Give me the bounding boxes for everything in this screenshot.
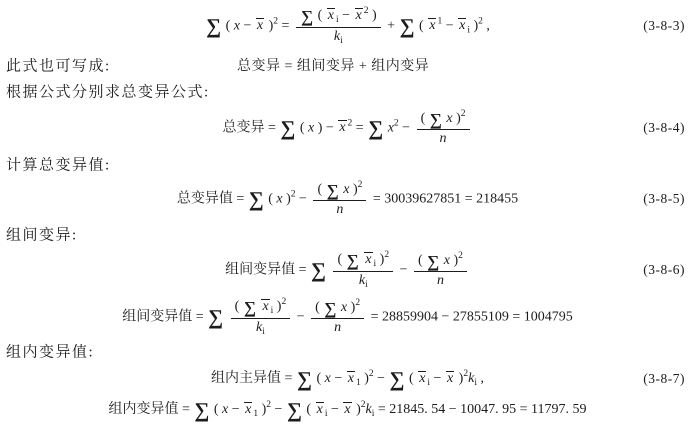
subscript: i — [474, 377, 477, 388]
math-var: x — [324, 370, 331, 386]
math-var: k — [358, 272, 366, 288]
math-var: k — [256, 319, 263, 335]
math-text — [360, 252, 364, 267]
math-text: = — [352, 120, 368, 136]
sigma-sum-icon: ∑ — [208, 305, 224, 330]
math-text: ( — [264, 191, 277, 207]
math-text: , — [476, 370, 484, 386]
math-text: ( — [315, 299, 324, 315]
math-text: ( — [296, 120, 309, 136]
math-text: = 30039627851 = 218455 — [369, 191, 519, 207]
math-text: ) — [347, 299, 356, 315]
superscript: 2 — [355, 297, 361, 308]
math-text: = 21845. 54 − 10047. 95 = 11797. 59 — [374, 402, 587, 417]
math-var: x — [339, 120, 346, 136]
math-var: x — [347, 370, 354, 386]
sigma-sum-icon: ∑ — [326, 180, 339, 200]
fraction-numerator — [414, 251, 467, 271]
math-text: ) — [455, 370, 464, 386]
sigma-sum-icon: ∑ — [286, 398, 302, 422]
superscript: 2 — [384, 249, 390, 260]
paragraph-text: 组内变异值: — [6, 344, 95, 361]
superscript: 2 — [393, 118, 399, 129]
math-var: x — [365, 251, 372, 267]
sigma-sum-icon: ∑ — [399, 14, 415, 39]
equation-number: (3-8-5) — [643, 191, 685, 206]
overbar-variable — [418, 371, 426, 387]
math-var: x — [344, 402, 351, 417]
math-var: x — [429, 18, 436, 34]
math-var: k — [365, 402, 372, 417]
fraction-numerator — [311, 298, 364, 318]
overbar-variable — [261, 299, 269, 315]
sigma-sum-icon: ∑ — [194, 398, 210, 422]
math-var: x — [262, 298, 269, 314]
math-var: n — [439, 130, 447, 146]
math-var: x — [446, 370, 454, 386]
fraction-denominator — [417, 129, 470, 147]
text-row-between-group — [0, 222, 695, 246]
subscript: 1 — [253, 409, 259, 419]
sigma-sum-icon: ∑ — [324, 298, 337, 318]
subscript: i — [340, 35, 343, 46]
equation-row-3-8-5 — [0, 176, 695, 222]
overbar-variable — [458, 18, 466, 34]
overbar-variable — [428, 18, 436, 34]
fraction-numerator — [417, 109, 470, 129]
paragraph-text: 此式也可写成: — [6, 58, 111, 75]
math-var: n — [336, 201, 344, 217]
math-var: x — [387, 120, 394, 136]
fraction — [333, 250, 393, 291]
sigma-sum-icon: ∑ — [280, 116, 296, 141]
subscript: i — [335, 14, 339, 25]
math-text: − — [442, 18, 458, 34]
overbar-variable — [355, 8, 363, 24]
superscript: 2 — [290, 189, 296, 200]
overbar-variable — [244, 402, 252, 418]
subscript: i — [365, 279, 368, 290]
text-row-intro — [0, 78, 695, 104]
math-text: − — [240, 18, 255, 34]
superscript: 1 — [437, 16, 443, 27]
subscript: i — [427, 377, 431, 388]
math-var: n — [334, 319, 342, 335]
fraction — [313, 180, 366, 218]
math-text: − — [396, 262, 411, 278]
math-var: x — [222, 402, 229, 417]
math-text: − — [293, 309, 309, 325]
math-text: ( — [420, 110, 429, 126]
math-text: − — [330, 370, 346, 386]
math-text: ( — [234, 298, 243, 314]
fraction-denominator — [313, 200, 366, 218]
math-text: ) — [469, 18, 479, 34]
superscript: 2 — [460, 108, 466, 119]
formula-within-group-value — [108, 400, 586, 421]
equation-row-3-8-6 — [0, 246, 695, 294]
math-var: n — [436, 272, 444, 288]
overbar-variable — [338, 120, 346, 136]
fraction-denominator — [333, 271, 393, 291]
fraction-denominator — [231, 318, 291, 338]
superscript: 2 — [360, 400, 366, 410]
fraction — [311, 298, 364, 336]
superscript: 2 — [281, 296, 287, 307]
math-text: − — [271, 402, 286, 417]
math-text: ( — [302, 402, 315, 417]
fraction-denominator — [296, 27, 381, 47]
math-var: x — [340, 299, 348, 315]
math-var: x — [308, 120, 315, 136]
math-text — [327, 262, 331, 277]
math-var: x — [327, 7, 334, 23]
math-text: ( — [417, 252, 427, 268]
math-text: ( — [415, 18, 428, 34]
math-text: 总变异 = — [222, 120, 280, 136]
text-row-within-group — [0, 340, 695, 362]
equation-number: (3-8-6) — [643, 262, 685, 277]
equation-number: (3-8-3) — [643, 18, 685, 33]
sigma-sum-icon: ∑ — [368, 116, 384, 141]
math-text: − — [327, 402, 343, 417]
math-text: + — [383, 18, 399, 34]
sigma-sum-icon: ∑ — [296, 366, 312, 391]
sigma-sum-icon: ∑ — [346, 250, 359, 270]
sigma-sum-icon: ∑ — [243, 297, 256, 317]
overbar-variable — [347, 371, 355, 387]
math-var: x — [276, 191, 283, 207]
math-text: ) — [352, 402, 361, 417]
superscript: 2 — [478, 16, 483, 27]
overbar-variable — [316, 402, 324, 418]
subscript: i — [270, 305, 274, 316]
math-text: = 28859904 − 27855109 = 1004795 — [367, 309, 573, 325]
equation-number: (3-8-7) — [643, 371, 685, 386]
math-text — [224, 309, 228, 324]
math-text: ) — [282, 191, 291, 207]
math-text: − — [373, 370, 389, 386]
equation-row-3-8-7 — [0, 362, 695, 396]
superscript: 2 — [368, 368, 374, 379]
math-var: k — [468, 370, 475, 386]
equation-number: (3-8-4) — [643, 120, 685, 135]
equation-row-within-value — [0, 396, 695, 425]
subscript: i — [324, 409, 328, 419]
math-text: ( — [314, 7, 326, 23]
math-var: x — [419, 370, 426, 386]
math-text: ( — [210, 402, 223, 417]
fraction — [296, 6, 381, 47]
subscript: i — [373, 258, 377, 269]
equation-row-3-8-4 — [0, 104, 695, 152]
equation-row-3-8-3 — [0, 0, 695, 52]
paragraph-text: 计算总变异值: — [6, 157, 111, 174]
superscript: 2 — [458, 250, 463, 261]
formula-3-8-7 — [211, 366, 484, 391]
math-var: x — [355, 7, 362, 23]
subscript: 1 — [355, 377, 361, 388]
math-var: x — [443, 252, 450, 268]
superscript: 2 — [463, 368, 469, 379]
formula-3-8-5 — [177, 180, 518, 218]
math-text: ( — [405, 370, 418, 386]
math-text — [257, 299, 261, 314]
overbar-variable — [343, 402, 351, 418]
text-row-total-variation — [0, 152, 695, 176]
math-var: k — [333, 28, 341, 44]
math-text: 组间变异值 = — [225, 262, 310, 278]
sigma-sum-icon: ∑ — [311, 258, 326, 283]
math-var: x — [256, 18, 264, 34]
math-text: − — [398, 120, 414, 136]
overbar-variable — [446, 371, 454, 387]
math-text: ( — [222, 18, 234, 34]
math-text: − — [228, 402, 244, 417]
math-text: 组内变异值 = — [108, 402, 194, 417]
fraction — [231, 297, 291, 338]
math-text: ) — [368, 7, 377, 23]
math-text: 组间变异值 = — [122, 309, 208, 325]
math-text: 组内主异值 = — [211, 370, 296, 386]
math-text: ) — [273, 298, 282, 314]
math-text: − — [338, 7, 354, 23]
sigma-sum-icon: ∑ — [429, 109, 442, 129]
superscript: 2 — [357, 179, 363, 190]
sigma-sum-icon: ∑ — [248, 187, 264, 212]
math-text: ( — [317, 181, 326, 197]
math-text: ( — [337, 251, 346, 267]
math-text: − — [430, 370, 445, 386]
math-var: x — [343, 181, 350, 197]
formula-3-8-3 — [205, 6, 490, 47]
equation-row-between-value — [0, 294, 695, 340]
math-text: ) — [349, 181, 358, 197]
math-text: = — [278, 18, 293, 34]
formula-3-8-6 — [225, 250, 470, 291]
formula-between-group-value — [122, 297, 573, 338]
subscript: i — [371, 409, 375, 419]
formula-3-8-4 — [222, 109, 472, 147]
math-text: , — [482, 18, 490, 34]
math-text: − — [295, 191, 311, 207]
overbar-variable — [327, 8, 335, 24]
math-var: x — [233, 18, 240, 34]
math-text: ( — [312, 370, 325, 386]
fraction-numerator — [313, 180, 366, 200]
math-var: x — [245, 402, 252, 417]
sigma-sum-icon: ∑ — [389, 366, 405, 391]
fraction-denominator — [414, 271, 467, 289]
subscript: i — [262, 326, 265, 337]
math-text: ) — [265, 18, 274, 34]
math-text: ) — [452, 110, 461, 126]
superscript: 2 — [273, 16, 279, 27]
sigma-sum-icon: ∑ — [300, 6, 314, 26]
math-text: ) − — [314, 120, 338, 136]
overbar-variable — [364, 252, 372, 268]
identity-text: 总变异 = 组间变异 + 组内变异 — [237, 59, 430, 74]
math-text: ) — [376, 251, 385, 267]
superscript: 2 — [347, 118, 353, 129]
math-text: 总变异值 = — [176, 191, 248, 207]
fraction — [417, 109, 470, 147]
math-text: ) — [449, 252, 459, 268]
text-row-rewrite — [0, 52, 695, 78]
fraction-numerator — [231, 297, 291, 318]
math-var: x — [459, 18, 466, 34]
fraction-denominator — [311, 318, 364, 336]
math-text: ) — [258, 402, 267, 417]
fraction-numerator — [333, 250, 393, 271]
sigma-sum-icon: ∑ — [206, 14, 222, 39]
superscript: 2 — [363, 5, 369, 16]
math-var: x — [446, 110, 453, 126]
paragraph-text: 根据公式分别求总变异公式: — [6, 84, 210, 101]
math-var: x — [316, 402, 323, 417]
subscript: i — [467, 25, 470, 36]
paragraph-text: 组间变异: — [6, 227, 78, 244]
math-text: ) — [360, 370, 369, 386]
sigma-sum-icon: ∑ — [427, 251, 440, 271]
overbar-variable — [256, 18, 264, 34]
superscript: 2 — [266, 400, 272, 410]
fraction — [414, 251, 467, 289]
fraction-numerator — [296, 6, 381, 27]
